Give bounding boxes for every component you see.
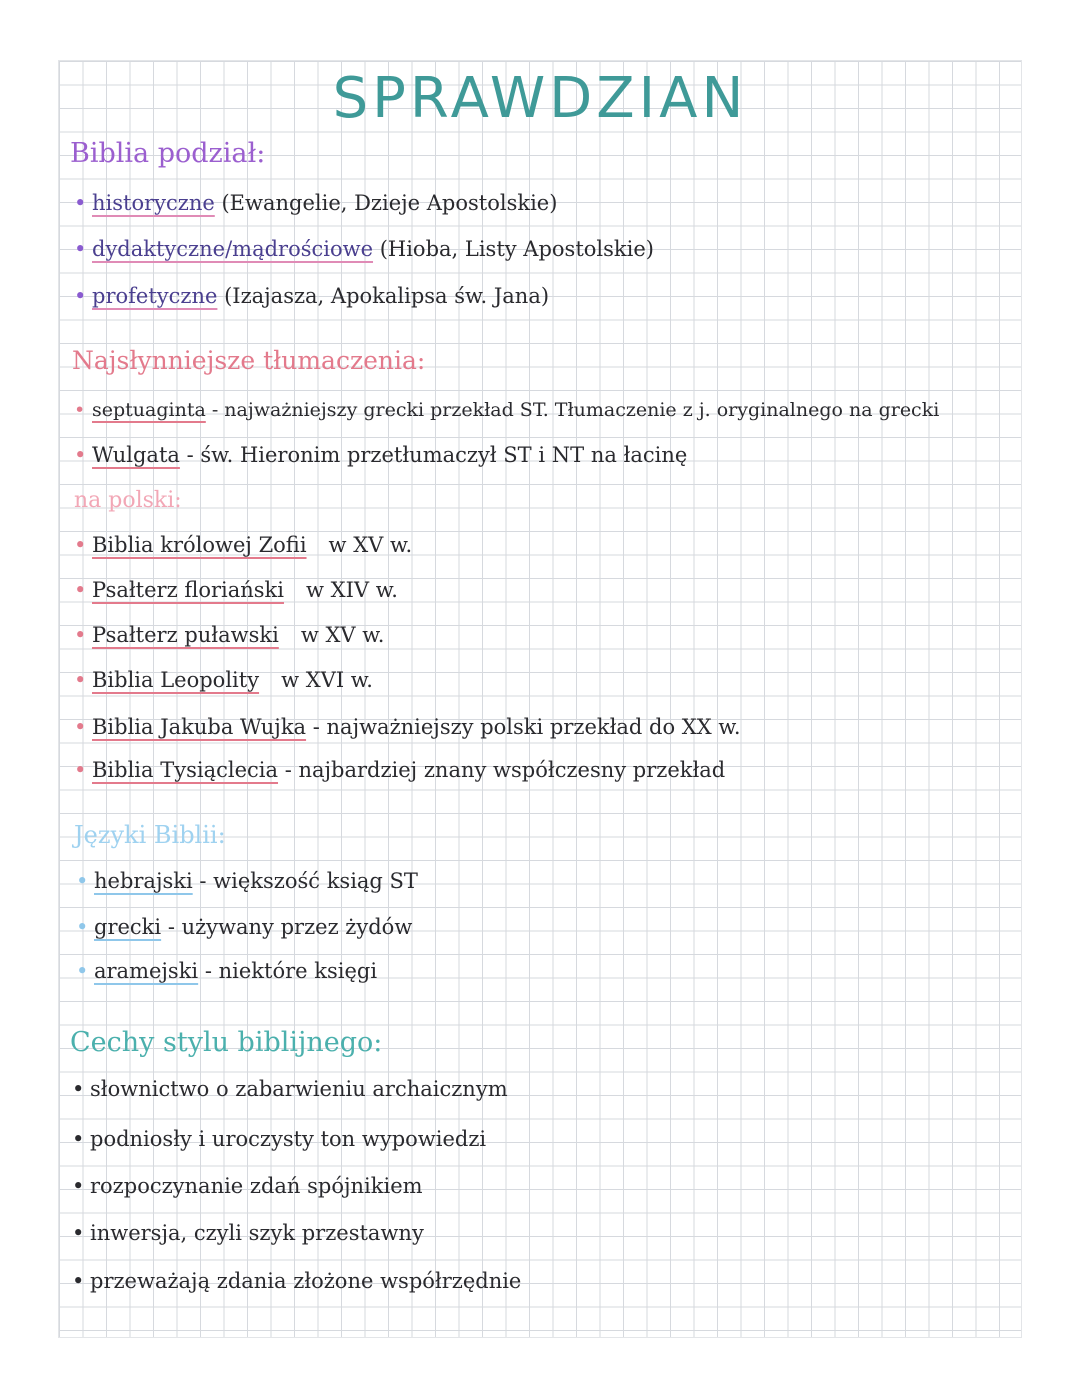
- bullet-icon: •: [76, 959, 89, 983]
- translation-term: Wulgata: [92, 443, 180, 467]
- bullet-icon: •: [74, 191, 87, 215]
- list-item-style: [72, 1266, 521, 1296]
- page-title: SPRAWDZIAN: [332, 66, 748, 131]
- list-item-language: [76, 956, 377, 986]
- list-item-language: [76, 912, 412, 942]
- bullet-icon: •: [74, 399, 86, 421]
- polish-term: Biblia Jakuba Wujka: [92, 715, 307, 739]
- bullet-icon: •: [74, 623, 87, 647]
- list-item-style: [72, 1074, 508, 1104]
- bullet-icon: •: [74, 443, 87, 467]
- language-note: - używany przez żydów: [167, 915, 413, 939]
- bullet-icon: •: [74, 715, 87, 739]
- list-item-division: [74, 188, 557, 218]
- list-item-style: [72, 1218, 424, 1248]
- list-item-style: [72, 1171, 423, 1201]
- style-feature: podniosły i uroczysty ton wypowiedzi: [90, 1127, 487, 1151]
- translation-note: - św. Hieronim przetłumaczył ST i NT na łacinę: [186, 443, 688, 467]
- list-item-polish: [74, 530, 412, 560]
- bullet-icon: •: [74, 758, 87, 782]
- list-item-language: [76, 866, 418, 896]
- list-item-polish: [74, 620, 384, 650]
- style-feature: inwersja, czyli szyk przestawny: [90, 1221, 424, 1245]
- bullet-icon: •: [72, 1077, 85, 1101]
- polish-note: - najważniejszy polski przekład do XX w.: [312, 715, 741, 739]
- division-note: (Ewangelie, Dzieje Apostolskie): [221, 191, 558, 215]
- polish-term: Biblia Leopolity: [92, 668, 260, 692]
- heading-polish-translations: na polski:: [74, 488, 182, 513]
- bullet-icon: •: [74, 578, 87, 602]
- bullet-icon: •: [74, 668, 87, 692]
- language-note: - większość ksiąg ST: [199, 869, 418, 893]
- heading-biblical-style: Cechy stylu biblijnego:: [70, 1027, 383, 1058]
- bullet-icon: •: [74, 237, 87, 261]
- list-item-polish: [74, 665, 373, 695]
- heading-languages: Języki Biblii:: [74, 821, 226, 849]
- bullet-icon: •: [74, 284, 87, 308]
- style-feature: przeważają zdania złożone współrzędnie: [90, 1269, 522, 1293]
- translation-note: - najważniejszy grecki przekład ST. Tłumaczenie z j. oryginalnego na grecki: [211, 399, 940, 421]
- list-item-polish: [74, 755, 725, 785]
- list-item-translation: [74, 440, 687, 470]
- list-item-polish: [74, 712, 741, 742]
- translation-term: septuaginta: [92, 399, 206, 421]
- polish-term: Biblia Tysiąclecia: [92, 758, 279, 782]
- polish-term: Biblia królowej Zofii: [92, 533, 307, 557]
- bullet-icon: •: [72, 1174, 85, 1198]
- polish-term: Psałterz puławski: [92, 623, 279, 647]
- polish-note: w XIV w.: [305, 578, 398, 602]
- list-item-style: [72, 1124, 486, 1154]
- division-term: dydaktyczne/mądrościowe: [92, 237, 374, 261]
- polish-note: w XV w.: [328, 533, 413, 557]
- list-item-division: [74, 281, 549, 311]
- polish-note: w XVI w.: [281, 668, 373, 692]
- bullet-icon: •: [72, 1127, 85, 1151]
- language-note: - niektóre księgi: [204, 959, 378, 983]
- polish-note: - najbardziej znany współczesny przekład: [284, 758, 726, 782]
- heading-bible-division: Biblia podział:: [70, 138, 266, 169]
- division-note: (Izajasza, Apokalipsa św. Jana): [224, 284, 550, 308]
- division-term: profetyczne: [92, 284, 218, 308]
- division-term: historyczne: [92, 191, 215, 215]
- heading-translations: Najsłynniejsze tłumaczenia:: [72, 346, 426, 375]
- language-term: aramejski: [94, 959, 199, 983]
- language-term: grecki: [94, 915, 162, 939]
- bullet-icon: •: [76, 915, 89, 939]
- style-feature: rozpoczynanie zdań spójnikiem: [90, 1174, 423, 1198]
- list-item-translation: [74, 395, 939, 425]
- language-term: hebrajski: [94, 869, 193, 893]
- bullet-icon: •: [72, 1269, 85, 1293]
- division-note: (Hioba, Listy Apostolskie): [379, 237, 654, 261]
- polish-term: Psałterz floriański: [92, 578, 284, 602]
- list-item-division: [74, 234, 654, 264]
- bullet-icon: •: [76, 869, 89, 893]
- style-feature: słownictwo o zabarwieniu archaicznym: [90, 1077, 508, 1101]
- bullet-icon: •: [74, 533, 87, 557]
- bullet-icon: •: [72, 1221, 85, 1245]
- list-item-polish: [74, 575, 398, 605]
- polish-note: w XV w.: [300, 623, 385, 647]
